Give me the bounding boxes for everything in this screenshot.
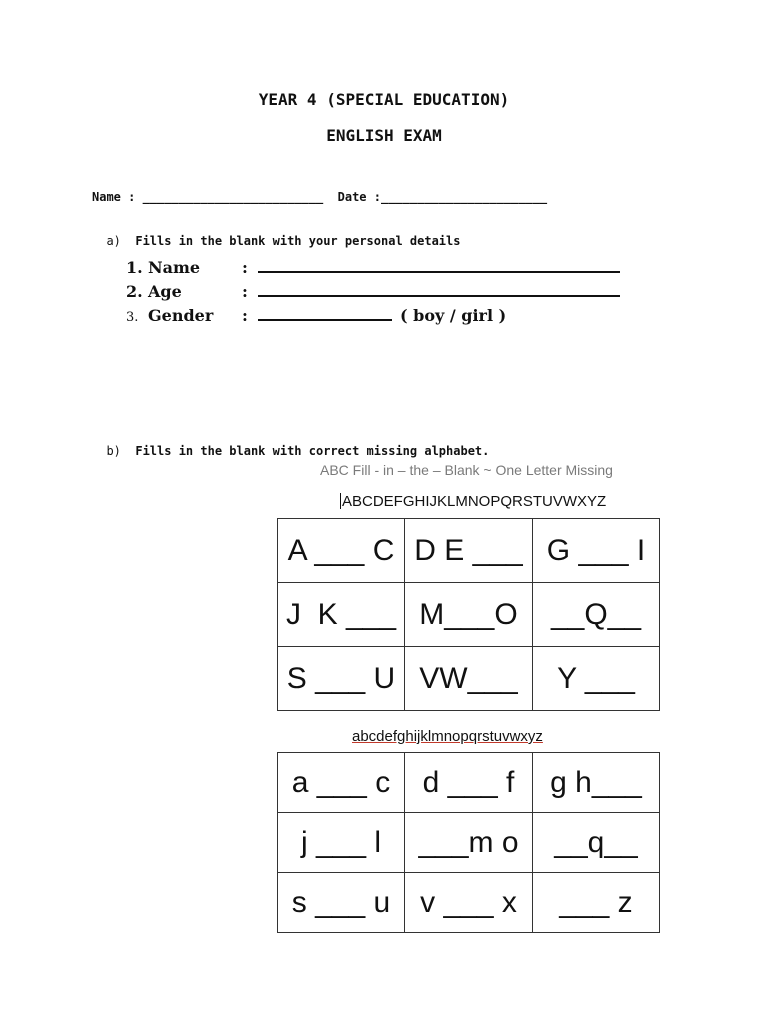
- grid-cell[interactable]: a ___ c: [278, 753, 405, 813]
- detail-colon: :: [242, 258, 248, 277]
- detail-label: Gender: [148, 306, 214, 325]
- worksheet-title: ABC Fill - in – the – Blank ~ One Letter Missing: [320, 462, 613, 478]
- lowercase-letter-grid: [277, 752, 660, 933]
- detail-number: 1.: [126, 258, 143, 277]
- grid-row: [278, 519, 660, 583]
- gender-blank[interactable]: [258, 305, 392, 321]
- detail-number: 3.: [126, 310, 139, 325]
- grid-row: [278, 647, 660, 711]
- grid-cell[interactable]: Y ___: [533, 647, 660, 711]
- uppercase-letter-grid: [277, 518, 660, 711]
- gender-options: ( boy / girl ): [400, 306, 507, 325]
- grid-cell[interactable]: M___O: [405, 583, 533, 647]
- section-a-label: a): [106, 234, 121, 248]
- grid-row: [278, 813, 660, 873]
- grid-cell[interactable]: VW___: [405, 647, 533, 711]
- grid-cell[interactable]: s ___ u: [278, 873, 405, 933]
- uppercase-alphabet-text: ABCDEFGHIJKLMNOPQRSTUVWXYZ: [342, 493, 607, 510]
- section-a-text: Fills in the blank with your personal details: [135, 234, 461, 248]
- grid-cell[interactable]: __Q__: [533, 583, 660, 647]
- section-b-text: Fills in the blank with correct missing alphabet.: [135, 444, 490, 458]
- exam-title-year: YEAR 4 (SPECIAL EDUCATION): [258, 90, 510, 109]
- detail-label: Name: [148, 258, 201, 277]
- detail-row-gender: [126, 305, 506, 325]
- detail-row-name: [126, 257, 620, 277]
- grid-cell[interactable]: __q__: [533, 813, 660, 873]
- grid-cell[interactable]: j ___ l: [278, 813, 405, 873]
- grid-row: [278, 583, 660, 647]
- grid-cell[interactable]: d ___ f: [405, 753, 533, 813]
- name-blank[interactable]: [258, 257, 620, 273]
- uppercase-alphabet: [340, 493, 606, 510]
- grid-cell[interactable]: D E ___: [405, 519, 533, 583]
- detail-colon: :: [242, 282, 248, 301]
- exam-title-subject: ENGLISH EXAM: [326, 126, 442, 145]
- lowercase-alphabet: abcdefghijklmnopqrstuvwxyz: [352, 728, 543, 745]
- detail-label: Age: [148, 282, 182, 301]
- detail-number: 2.: [126, 282, 143, 301]
- grid-cell[interactable]: G ___ I: [533, 519, 660, 583]
- grid-cell[interactable]: S ___ U: [278, 647, 405, 711]
- age-blank[interactable]: [258, 281, 620, 297]
- section-b-label: b): [106, 444, 121, 458]
- grid-row: [278, 753, 660, 813]
- grid-row: [278, 873, 660, 933]
- grid-cell[interactable]: ___m o: [405, 813, 533, 873]
- student-name-date-line: Name : _________________________ Date :_______________________: [92, 190, 548, 204]
- grid-cell[interactable]: A ___ C: [278, 519, 405, 583]
- section-b-instruction: [92, 430, 489, 458]
- grid-cell[interactable]: J K ___: [278, 583, 405, 647]
- detail-row-age: [126, 281, 620, 301]
- text-cursor: [340, 493, 341, 509]
- section-a-instruction: [92, 220, 460, 248]
- grid-cell[interactable]: g h___: [533, 753, 660, 813]
- grid-cell[interactable]: ___ z: [533, 873, 660, 933]
- detail-colon: :: [242, 306, 248, 325]
- grid-cell[interactable]: v ___ x: [405, 873, 533, 933]
